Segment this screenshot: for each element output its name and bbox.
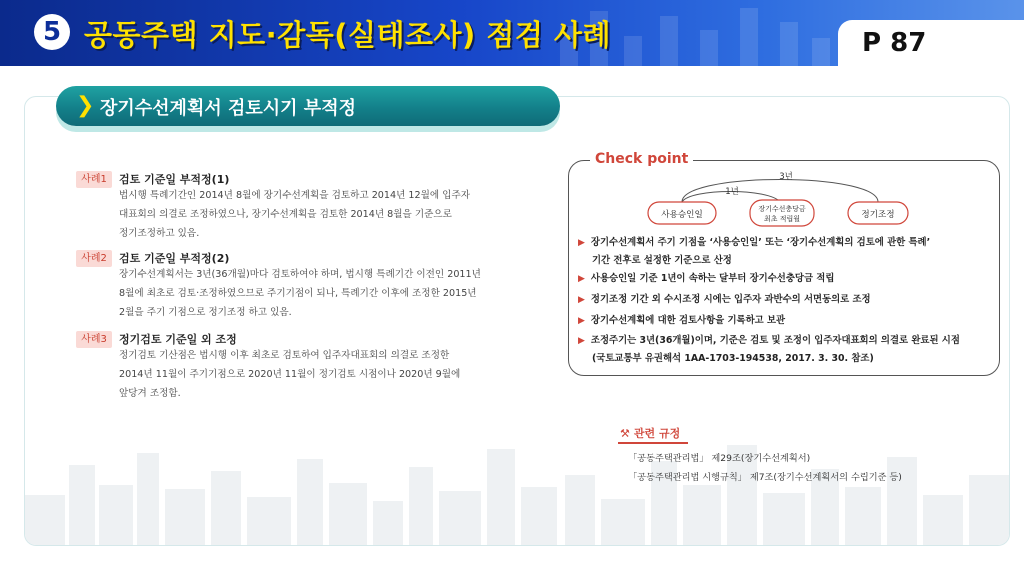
checkpoint-item-text: 사용승인일 기준 1년이 속하는 달부터 장기수선충당금 적립 (590, 273, 835, 284)
case-line: 대표회의 의결로 조정하였으나, 장기수선계획을 검토한 2014년 8월을 기준으로 (119, 209, 452, 220)
section-title: 장기수선계획서 검토시기 부적정 (100, 98, 356, 119)
node-first-reserve-label-1: 장기수선충당금 (758, 205, 806, 213)
case-heading-2: 검토 기준일 부적정(2) (119, 252, 230, 265)
page-title: 공동주택 지도·감독(실태조사) 점검 사례 (84, 18, 612, 52)
checkpoint-item-1 (578, 234, 994, 269)
triangle-right-icon: ▶ (578, 336, 585, 346)
checkpoint-item-text: 기간 전후로 설정한 기준으로 산정 (592, 255, 732, 266)
case-tag-1: 사례1 (76, 171, 112, 188)
related-rule-2: 「공동주택관리법 시행규칙」 제7조(장기수선계획서의 수립기준 등) (628, 472, 902, 483)
hammer-icon: ⚒ (620, 427, 630, 440)
node-first-reserve-label-2: 최초 적립월 (763, 215, 801, 223)
triangle-right-icon: ▶ (578, 295, 585, 305)
case-body-3 (119, 346, 491, 403)
case-line: 정기검토 기산점은 법시행 이후 최초로 검토하여 입주자대표회의 의결로 조정한 (119, 350, 450, 361)
checkpoint-item-text: 장기수선계획서 주기 기점을 ‘사용승인일’ 또는 ‘장기수선계획의 검토에 관한 특례’ (590, 237, 931, 248)
label-1-year: 1년 (725, 187, 739, 197)
node-periodic-adjust-label: 정기조정 (861, 210, 895, 220)
chevron-right-icon: ❯ (76, 93, 95, 118)
section-number-badge: 5 (34, 14, 70, 50)
case-line: 8월에 최초로 검토·조정하였으므로 주기기점이 되나, 특례기간 이후에 조정한 2015년 (119, 288, 477, 299)
case-tag-3: 사례3 (76, 331, 112, 348)
checkpoint-item-3 (578, 291, 994, 309)
cycle-diagram (620, 166, 950, 228)
page-number-tab (838, 20, 1024, 70)
checkpoint-item-text: (국토교통부 유권해석 1AA-1703-194538, 2017. 3. 30. 참조) (592, 353, 874, 364)
label-3-years: 3년 (779, 172, 793, 182)
case-line: 앞당겨 조정함. (119, 388, 181, 399)
page-number: P 87 (862, 28, 927, 58)
checkpoint-item-5 (578, 332, 994, 367)
case-line: 2월을 주기 기점으로 정기조정 하고 있음. (119, 307, 292, 318)
checkpoint-item-text: 조정주기는 3년(36개월)이며, 기준은 검토 및 조정이 입주자대표회의 의결로 완료된 시점 (590, 335, 960, 346)
case-heading-3: 정기검토 기준일 외 조정 (119, 333, 237, 346)
checkpoint-item-2 (578, 270, 994, 288)
case-line: 장기수선계획서는 3년(36개월)마다 검토하여야 하며, 법시행 특례기간 이전인 2011년 (119, 269, 481, 280)
triangle-right-icon: ▶ (578, 238, 585, 248)
triangle-right-icon: ▶ (578, 274, 585, 284)
triangle-right-icon: ▶ (578, 316, 585, 326)
checkpoint-title: Check point (590, 151, 693, 167)
case-line: 법시행 특례기간인 2014년 8월에 장기수선계획을 검토하고 2014년 12월에 입주자 (119, 190, 471, 201)
checkpoint-item-4 (578, 312, 994, 330)
skyline-background (25, 435, 1009, 545)
case-body-2 (119, 265, 491, 322)
related-rules-title (620, 425, 680, 441)
case-tag-2: 사례2 (76, 250, 112, 267)
checkpoint-item-text: 장기수선계획에 대한 검토사항을 기록하고 보관 (590, 315, 786, 326)
case-line: 정기조정하고 있음. (119, 228, 200, 239)
case-body-1 (119, 186, 491, 243)
arc-3-years (682, 180, 878, 203)
related-rules-title-text: 관련 규정 (633, 427, 681, 440)
section-title-pill (56, 86, 560, 126)
case-line: 2014년 11월이 주기기점으로 2020년 11월이 정기검토 시점이나 2020년 9월에 (119, 369, 461, 380)
related-rules-underline (618, 442, 688, 444)
related-rule-1: 「공동주택관리법」 제29조(장기수선계획서) (628, 453, 811, 464)
node-approval-date-label: 사용승인일 (661, 210, 703, 220)
checkpoint-item-text: 정기조정 기간 외 수시조정 시에는 입주자 과반수의 서면동의로 조정 (590, 294, 871, 305)
case-heading-1: 검토 기준일 부적정(1) (119, 173, 230, 186)
